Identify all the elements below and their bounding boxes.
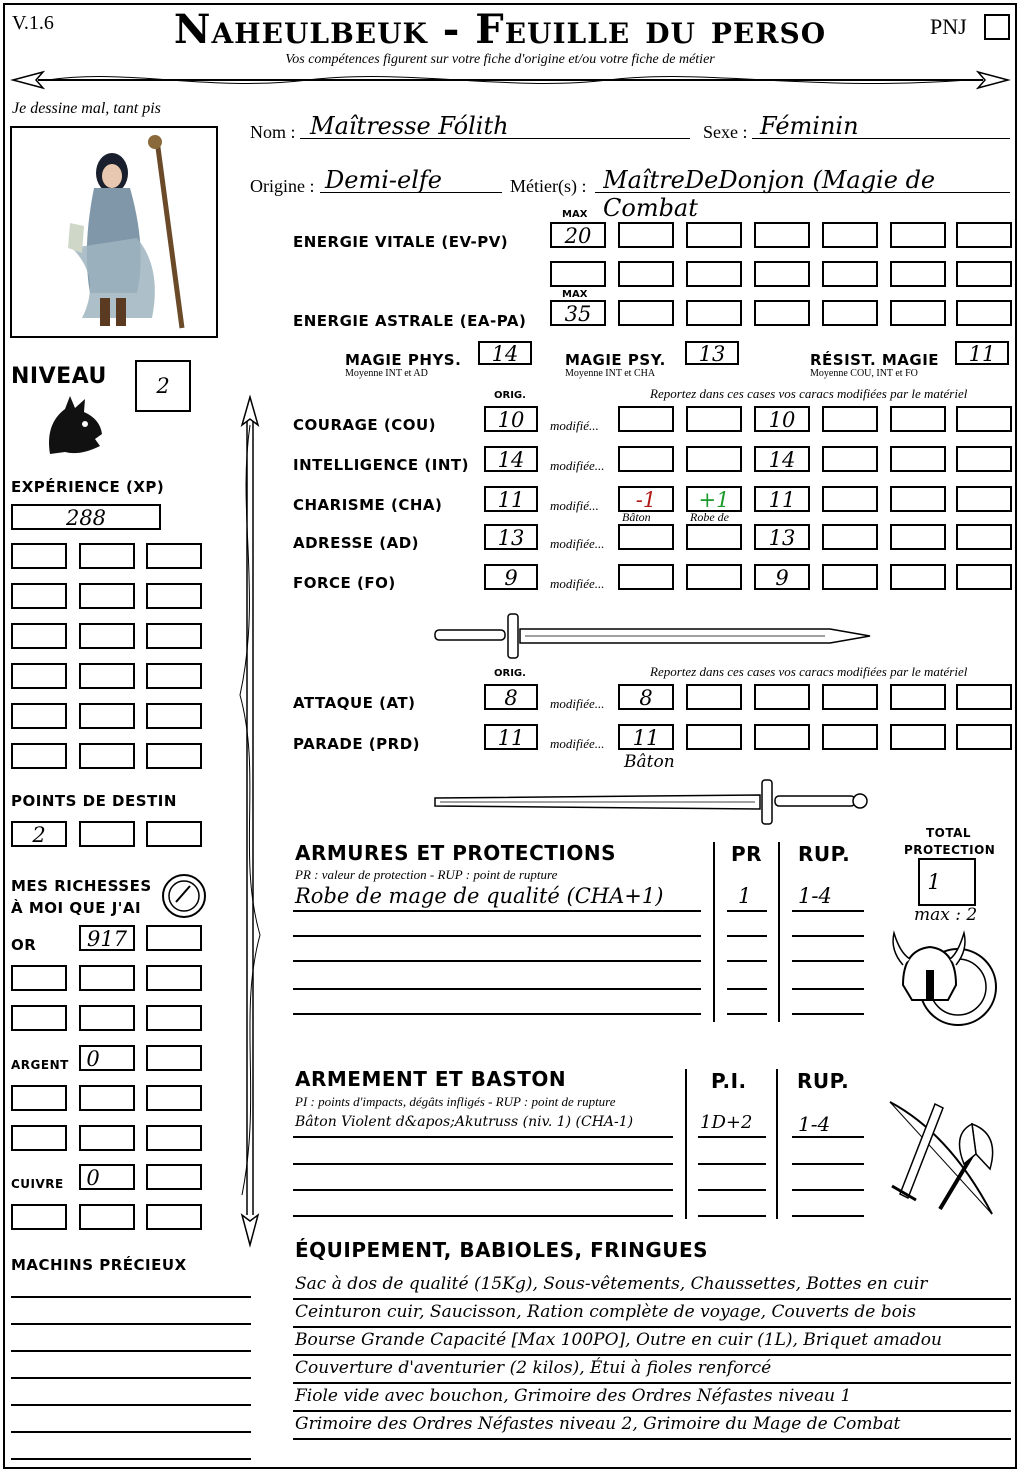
ev-box[interactable] <box>956 261 1012 287</box>
machins-line[interactable] <box>11 1404 251 1406</box>
stat-mod-box[interactable] <box>956 524 1012 550</box>
stat-mod-box[interactable] <box>754 446 810 472</box>
ea-box[interactable] <box>822 300 878 326</box>
parade-mod-box[interactable] <box>754 724 810 750</box>
armement-rup-header: RUP. <box>797 1069 850 1093</box>
coin-icon <box>160 872 208 920</box>
ev-box[interactable] <box>822 261 878 287</box>
xp-box[interactable] <box>11 504 161 530</box>
total-protection-box[interactable] <box>918 858 976 906</box>
sexe-field[interactable]: Féminin <box>760 112 859 140</box>
equip-line[interactable] <box>293 1354 1011 1356</box>
stat-label: ADRESSE (AD) <box>293 534 420 552</box>
magie-phys-value: 14 <box>491 342 519 366</box>
equip-text[interactable]: Bourse Grande Capacité [Max 100PO], Outre en cuir (1L), Briquet amadou <box>295 1330 942 1350</box>
parade-note: Bâton <box>624 752 675 772</box>
spear-ornament <box>232 395 268 1250</box>
stat-mod-box[interactable] <box>686 564 742 590</box>
ev-box[interactable] <box>754 261 810 287</box>
magie-phys-note: Moyenne INT et AD <box>345 368 428 379</box>
armure-pr-line[interactable] <box>727 1013 767 1015</box>
armure-pr[interactable]: 1 <box>738 884 752 908</box>
stat-mod-box[interactable] <box>890 524 946 550</box>
sexe-label: Sexe : <box>703 122 748 142</box>
parade-mod-value-1: 11 <box>632 726 660 750</box>
xp-box[interactable] <box>11 663 67 689</box>
destin-box-3[interactable] <box>146 821 202 847</box>
origine-label: Origine : <box>250 176 315 196</box>
equip-text[interactable]: Couverture d'aventurier (2 kilos), Étui à fioles renforcé <box>295 1358 772 1378</box>
xp-box[interactable] <box>79 583 135 609</box>
resist-magie-value: 11 <box>968 342 996 366</box>
armure-rup-line[interactable] <box>792 910 864 912</box>
parade-mod-label: modifiée... <box>550 736 605 751</box>
armure-rup-line[interactable] <box>792 935 864 937</box>
version-label: V.1.6 <box>12 12 54 34</box>
stat-mod-box[interactable] <box>618 564 674 590</box>
argent-box[interactable] <box>79 1085 135 1111</box>
cuivre-box[interactable] <box>146 1204 202 1230</box>
cuivre-box[interactable] <box>79 1204 135 1230</box>
pnj-label: PNJ <box>930 14 967 39</box>
or-box[interactable] <box>11 1005 67 1031</box>
stat-mod-box[interactable] <box>618 406 674 432</box>
ev-box[interactable] <box>822 222 878 248</box>
attaque-orig-box[interactable] <box>484 684 538 710</box>
portrait-frame <box>10 126 218 338</box>
attaque-mod-label: modifiée... <box>550 696 605 711</box>
stat-mod-box[interactable] <box>822 406 878 432</box>
equip-line[interactable] <box>293 1298 1011 1300</box>
xp-box[interactable] <box>79 743 135 769</box>
armure-pr-line[interactable] <box>727 910 767 912</box>
parade-mod-box[interactable] <box>686 724 742 750</box>
attaque-mod-box[interactable] <box>822 684 878 710</box>
stat-orig-box[interactable] <box>484 486 538 512</box>
xp-box[interactable] <box>11 743 67 769</box>
parade-mod-box[interactable] <box>890 724 946 750</box>
or-value: 917 <box>86 927 128 951</box>
nom-label: Nom : <box>250 122 296 142</box>
attaque-mod-box[interactable] <box>686 684 742 710</box>
armure-rup[interactable]: 1-4 <box>798 884 832 908</box>
niveau-box[interactable] <box>135 360 191 412</box>
xp-box[interactable] <box>146 703 202 729</box>
stats-orig-label: ORIG. <box>494 390 526 401</box>
nom-field[interactable]: Maîtresse Fólith <box>310 112 509 140</box>
armures-pr-header: PR <box>731 842 763 866</box>
xp-box[interactable] <box>11 623 67 649</box>
stat-mod-value: 10 <box>768 408 796 432</box>
xp-label: EXPÉRIENCE (XP) <box>11 478 165 496</box>
attaque-orig-value: 8 <box>504 686 518 710</box>
xp-box[interactable] <box>146 743 202 769</box>
cuivre-box[interactable] <box>146 1164 202 1190</box>
xp-box[interactable] <box>79 623 135 649</box>
or-box[interactable] <box>146 1005 202 1031</box>
ea-box[interactable] <box>618 300 674 326</box>
equip-text[interactable]: Grimoire des Ordres Néfastes niveau 2, Grimoire du Mage de Combat <box>295 1414 901 1434</box>
ea-box[interactable] <box>754 300 810 326</box>
xp-box[interactable] <box>79 663 135 689</box>
arme-rup[interactable]: 1-4 <box>798 1112 831 1136</box>
equip-text[interactable]: Ceinturon cuir, Saucisson, Ration complète de voyage, Couverts de bois <box>295 1302 917 1322</box>
ev-box[interactable] <box>618 261 674 287</box>
magie-psy-value: 13 <box>698 342 726 366</box>
ev-box[interactable] <box>754 222 810 248</box>
magie-phys-box[interactable] <box>478 341 532 365</box>
cuivre-value: 0 <box>86 1166 100 1190</box>
arme-name[interactable]: Bâton Violent d&apos;Akutruss (niv. 1) (CHA-1) <box>295 1114 634 1130</box>
stat-label: INTELLIGENCE (INT) <box>293 456 469 474</box>
xp-box[interactable] <box>79 543 135 569</box>
parade-mod-box[interactable] <box>822 724 878 750</box>
ea-max-box[interactable] <box>550 300 606 326</box>
stat-mod-value: -1 <box>635 488 657 512</box>
equip-text[interactable]: Fiole vide avec bouchon, Grimoire des Ordres Néfastes niveau 1 <box>295 1386 852 1406</box>
richesses-label-2: À MOI QUE J'AI <box>11 899 142 917</box>
cuivre-box[interactable] <box>11 1204 67 1230</box>
stat-orig-value: 11 <box>497 488 525 512</box>
xp-box[interactable] <box>11 583 67 609</box>
total-protection-value: 1 <box>927 870 941 894</box>
stat-orig-value: 14 <box>497 448 525 472</box>
stat-mod-box[interactable] <box>822 564 878 590</box>
stat-mod-box[interactable] <box>754 524 810 550</box>
argent-label: ARGENT <box>11 1058 69 1072</box>
armure-line[interactable] <box>293 910 701 912</box>
magie-psy-box[interactable] <box>685 341 739 365</box>
ev-box[interactable] <box>890 261 946 287</box>
stat-mod-box[interactable] <box>754 486 810 512</box>
stat-mod-box[interactable] <box>686 524 742 550</box>
arme-pi[interactable]: 1D+2 <box>700 1112 753 1133</box>
arme-rup-line[interactable] <box>792 1189 864 1191</box>
weapons-icon <box>880 1094 1000 1219</box>
arme-line[interactable] <box>293 1215 673 1217</box>
destin-box-2[interactable] <box>79 821 135 847</box>
ev-max-value: 20 <box>564 224 592 248</box>
resist-magie-label: RÉSIST. MAGIE <box>810 351 940 369</box>
ea-box[interactable] <box>890 300 946 326</box>
stat-mod-box[interactable] <box>956 406 1012 432</box>
stat-mod-box[interactable] <box>754 406 810 432</box>
xp-box[interactable] <box>146 663 202 689</box>
stat-mod-box[interactable] <box>890 564 946 590</box>
stat-mod-box[interactable] <box>956 486 1012 512</box>
magie-psy-note: Moyenne INT et CHA <box>565 368 656 379</box>
armement-divider-1 <box>685 1069 687 1219</box>
stat-mod-box[interactable] <box>618 446 674 472</box>
stat-mod-label: modifié... <box>550 498 599 513</box>
arme-pi-line[interactable] <box>698 1163 766 1165</box>
or-box[interactable] <box>146 925 202 951</box>
equip-text[interactable]: Sac à dos de qualité (15Kg), Sous-vêtements, Chaussettes, Bottes en cuir <box>295 1274 928 1294</box>
stat-mod-box[interactable] <box>686 446 742 472</box>
armement-note: PI : points d'impacts, dégâts infligés - RUP : point de rupture <box>295 1094 616 1109</box>
equip-line[interactable] <box>293 1438 1011 1440</box>
total-protection-max: max : 2 <box>914 905 978 925</box>
equip-line[interactable] <box>293 1326 1011 1328</box>
cuivre-label: CUIVRE <box>11 1177 64 1191</box>
or-box[interactable] <box>79 1005 135 1031</box>
stat-mod-box[interactable] <box>890 446 946 472</box>
magie-phys-label: MAGIE PHYS. <box>345 351 462 369</box>
stat-mod-label: modifiée... <box>550 576 605 591</box>
arme-rup-line[interactable] <box>792 1136 864 1138</box>
stat-mod-box[interactable] <box>686 406 742 432</box>
combat-report-note: Reportez dans ces cases vos caracs modifiées par le matériel <box>650 664 968 679</box>
armure-pr-line[interactable] <box>727 988 767 990</box>
ea-box[interactable] <box>956 300 1012 326</box>
stat-mod-value: +1 <box>698 488 730 512</box>
ev-box[interactable] <box>956 222 1012 248</box>
armure-pr-line[interactable] <box>727 960 767 962</box>
arme-rup-line[interactable] <box>792 1163 864 1165</box>
ev-box[interactable] <box>890 222 946 248</box>
pnj-checkbox[interactable] <box>984 14 1010 40</box>
stat-mod-value: 11 <box>768 488 796 512</box>
attaque-mod-box[interactable] <box>956 684 1012 710</box>
armures-title: ARMURES ET PROTECTIONS <box>295 841 616 865</box>
page-subtitle: Vos compétences figurent sur votre fiche d'origine et/ou votre fiche de métier <box>285 52 715 67</box>
arme-line[interactable] <box>293 1136 673 1138</box>
argent-box[interactable] <box>11 1125 67 1151</box>
destin-value: 2 <box>32 823 46 847</box>
argent-box[interactable] <box>146 1125 202 1151</box>
attaque-mod-box[interactable] <box>890 684 946 710</box>
machins-label: MACHINS PRÉCIEUX <box>11 1256 187 1274</box>
destin-label: POINTS DE DESTIN <box>11 792 177 810</box>
xp-box[interactable] <box>11 543 67 569</box>
or-box[interactable] <box>79 925 135 951</box>
armure-rup-line[interactable] <box>792 960 864 962</box>
stat-mod-label: modifiée... <box>550 458 605 473</box>
armure-rup-line[interactable] <box>792 988 864 990</box>
page-title: Naheulbeuk - Feuille du perso <box>173 6 827 53</box>
armure-line[interactable] <box>293 1013 701 1015</box>
argent-value: 0 <box>86 1047 100 1071</box>
cuivre-box[interactable] <box>79 1164 135 1190</box>
armement-divider-2 <box>776 1069 778 1219</box>
machins-line[interactable] <box>11 1458 251 1460</box>
attaque-label: ATTAQUE (AT) <box>293 694 416 712</box>
niveau-label: NIVEAU <box>11 364 107 389</box>
armure-line[interactable] <box>293 935 701 937</box>
stat-orig-box[interactable] <box>484 406 538 432</box>
ea-max-value: 35 <box>564 302 592 326</box>
stat-orig-box[interactable] <box>484 524 538 550</box>
parade-mod-box-1[interactable] <box>618 724 674 750</box>
xp-box[interactable] <box>146 583 202 609</box>
machins-line[interactable] <box>11 1323 251 1325</box>
armures-divider-2 <box>778 842 780 1022</box>
armure-pr-line[interactable] <box>727 935 767 937</box>
stat-mod-box[interactable] <box>754 564 810 590</box>
stat-mod-box[interactable] <box>890 486 946 512</box>
stat-mod-box[interactable] <box>956 564 1012 590</box>
stat-mod-value: 9 <box>775 566 789 590</box>
machins-line[interactable] <box>11 1431 251 1433</box>
parade-mod-box[interactable] <box>956 724 1012 750</box>
portrait-caption: Je dessine mal, tant pis <box>12 100 161 117</box>
stat-orig-box[interactable] <box>484 446 538 472</box>
ev-label: ENERGIE VITALE (EV-PV) <box>293 233 509 251</box>
parade-orig-value: 11 <box>497 726 525 750</box>
equip-line[interactable] <box>293 1410 1011 1412</box>
argent-box[interactable] <box>79 1125 135 1151</box>
stat-label: CHARISME (CHA) <box>293 496 443 514</box>
stat-mod-box[interactable] <box>890 406 946 432</box>
ea-max-label: MAX <box>562 289 588 300</box>
stat-orig-box[interactable] <box>484 564 538 590</box>
arme-pi-line[interactable] <box>698 1215 766 1217</box>
or-label: OR <box>11 936 37 954</box>
or-box[interactable] <box>146 965 202 991</box>
arme-line[interactable] <box>293 1189 673 1191</box>
attaque-mod-box[interactable] <box>754 684 810 710</box>
equip-line[interactable] <box>293 1382 1011 1384</box>
armures-rup-header: RUP. <box>798 842 851 866</box>
armures-divider-1 <box>713 842 715 1022</box>
stat-orig-value: 13 <box>497 526 525 550</box>
stat-mod-label: modifiée... <box>550 536 605 551</box>
resist-magie-note: Moyenne COU, INT et FO <box>810 368 918 379</box>
arme-pi-line[interactable] <box>698 1189 766 1191</box>
xp-box[interactable] <box>11 703 67 729</box>
xp-box[interactable] <box>146 623 202 649</box>
stat-mod-label: modifié... <box>550 418 599 433</box>
stat-label: FORCE (FO) <box>293 574 396 592</box>
armures-note: PR : valeur de protection - RUP : point de rupture <box>295 867 558 882</box>
stat-mod-value: 13 <box>768 526 796 550</box>
stat-mod-note: Robe de <box>690 510 729 524</box>
attaque-mod-box-1[interactable] <box>618 684 674 710</box>
stat-mod-box[interactable] <box>618 524 674 550</box>
armure-line[interactable] <box>293 960 701 962</box>
resist-magie-box[interactable] <box>955 341 1009 365</box>
parade-label: PARADE (PRD) <box>293 735 421 753</box>
ev-box[interactable] <box>686 222 742 248</box>
ev-box[interactable] <box>550 261 606 287</box>
ea-box[interactable] <box>686 300 742 326</box>
or-box[interactable] <box>79 965 135 991</box>
stat-mod-box[interactable] <box>822 446 878 472</box>
stat-mod-box[interactable] <box>822 524 878 550</box>
stat-mod-box[interactable] <box>618 486 674 512</box>
magie-psy-label: MAGIE PSY. <box>565 351 666 369</box>
equipement-title: ÉQUIPEMENT, BABIOLES, FRINGUES <box>295 1238 709 1262</box>
or-box[interactable] <box>11 965 67 991</box>
ev-max-label: MAX <box>562 209 588 220</box>
attaque-mod-value-1: 8 <box>639 686 653 710</box>
richesses-label-1: MES RICHESSES <box>11 877 152 895</box>
arme-rup-line[interactable] <box>792 1215 864 1217</box>
ea-label: ENERGIE ASTRALE (EA-PA) <box>293 312 527 330</box>
xp-value: 288 <box>65 506 107 530</box>
stat-orig-value: 10 <box>497 408 525 432</box>
stats-report-note: Reportez dans ces cases vos caracs modifiées par le matériel <box>650 386 968 401</box>
parade-orig-box[interactable] <box>484 724 538 750</box>
stat-mod-note: Bâton <box>622 510 651 524</box>
machins-line[interactable] <box>11 1377 251 1379</box>
xp-box[interactable] <box>79 703 135 729</box>
character-portrait-image <box>12 128 216 336</box>
argent-box[interactable] <box>146 1045 202 1071</box>
stat-mod-box[interactable] <box>822 486 878 512</box>
total-protection-label-1: TOTAL <box>926 826 972 840</box>
argent-box[interactable] <box>146 1085 202 1111</box>
destin-box-1[interactable] <box>11 821 67 847</box>
sword-ornament-bottom <box>430 778 875 828</box>
armure-name[interactable]: Robe de mage de qualité (CHA+1) <box>295 884 664 908</box>
argent-box[interactable] <box>79 1045 135 1071</box>
dragon-head-icon <box>40 394 108 464</box>
ev-max-box[interactable] <box>550 222 606 248</box>
origine-field[interactable]: Demi-elfe <box>325 166 442 194</box>
armure-rup-line[interactable] <box>792 1013 864 1015</box>
metier-field[interactable]: MaîtreDeDonjon (Magie de Combat <box>603 166 936 222</box>
arme-line[interactable] <box>293 1163 673 1165</box>
stat-label: COURAGE (COU) <box>293 416 437 434</box>
helmet-shield-icon <box>888 925 1000 1037</box>
stat-mod-value: 14 <box>768 448 796 472</box>
combat-orig-label: ORIG. <box>494 668 526 679</box>
total-protection-label-2: PROTECTION <box>904 843 996 857</box>
stat-orig-value: 9 <box>504 566 518 590</box>
stat-mod-box[interactable] <box>686 486 742 512</box>
ev-box[interactable] <box>686 261 742 287</box>
xp-box[interactable] <box>146 543 202 569</box>
machins-line[interactable] <box>11 1350 251 1352</box>
armement-pi-header: P.I. <box>711 1069 747 1093</box>
ev-box[interactable] <box>618 222 674 248</box>
armure-line[interactable] <box>293 988 701 990</box>
argent-box[interactable] <box>11 1085 67 1111</box>
arme-pi-line[interactable] <box>698 1136 766 1138</box>
metier-label: Métier(s) : <box>510 176 587 196</box>
stat-mod-box[interactable] <box>956 446 1012 472</box>
armement-title: ARMEMENT ET BASTON <box>295 1067 567 1091</box>
header-arrow-ornament <box>8 66 1014 96</box>
niveau-value: 2 <box>156 374 170 398</box>
machins-line[interactable] <box>11 1296 251 1298</box>
sword-ornament-top <box>430 612 875 662</box>
